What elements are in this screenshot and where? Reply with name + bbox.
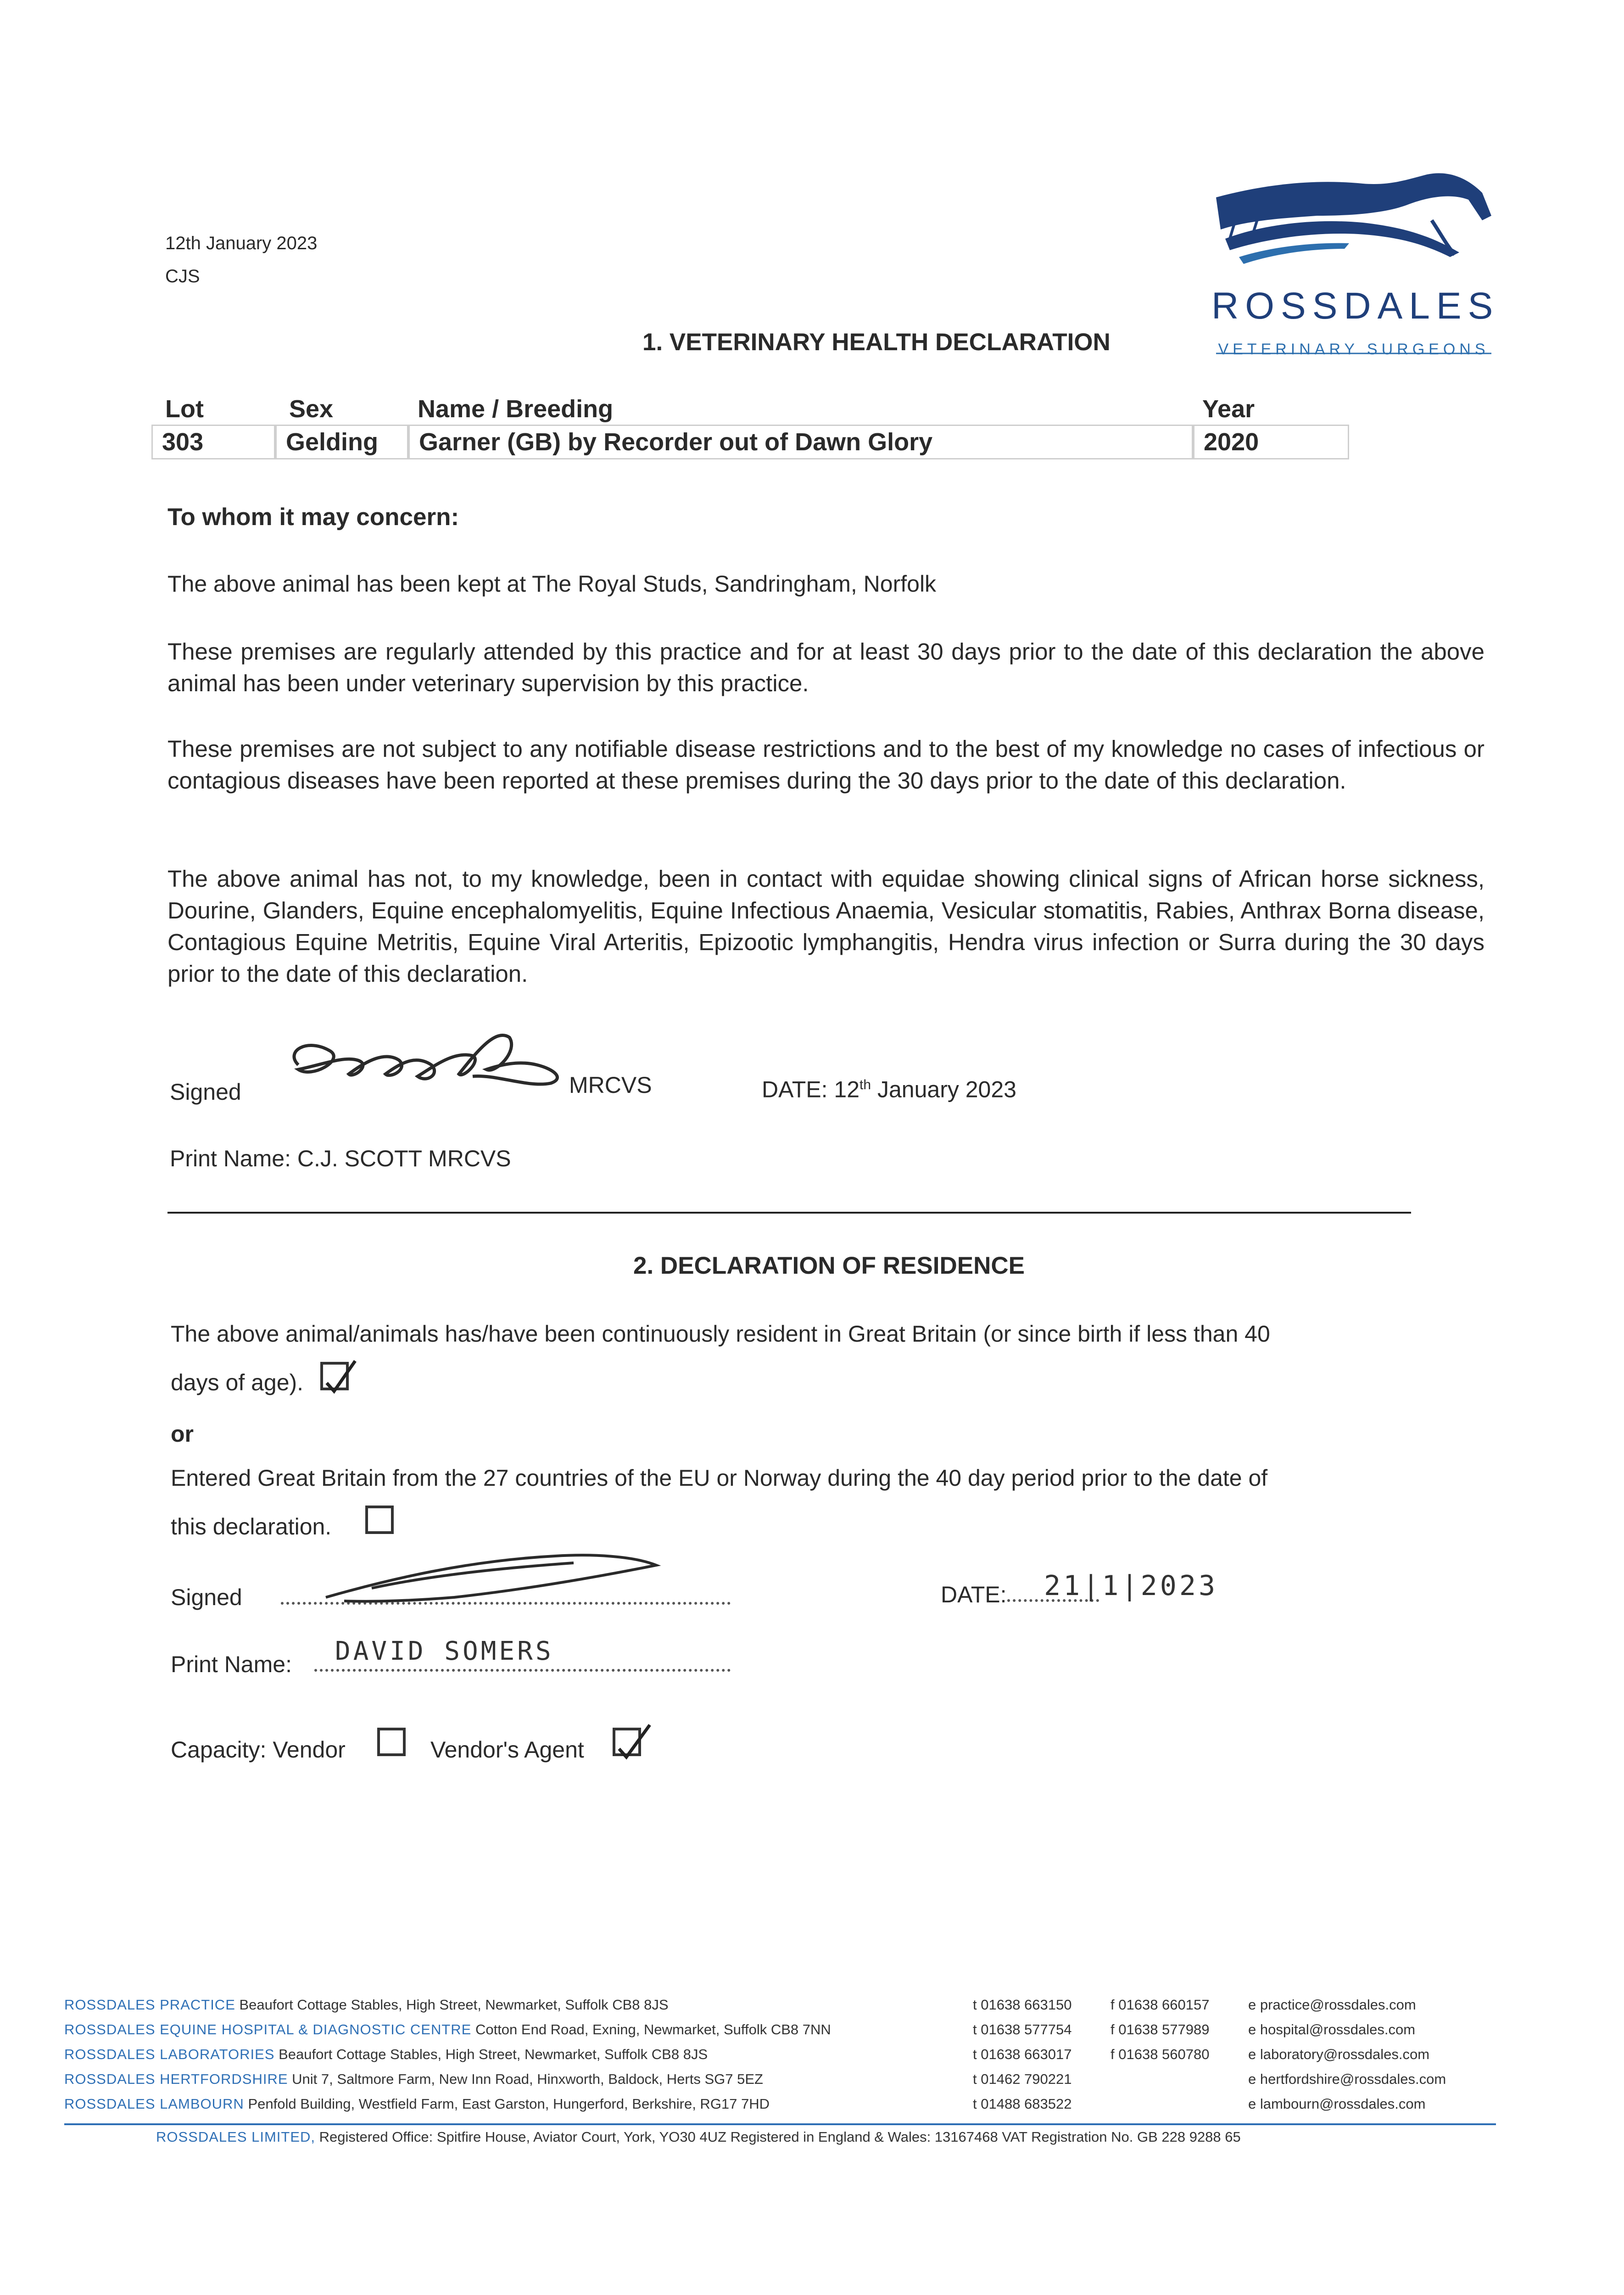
table-header-sex: Sex bbox=[289, 395, 334, 423]
table-header-lot: Lot bbox=[165, 395, 204, 423]
footer-tel-hospital: t 01638 577754 bbox=[973, 2021, 1072, 2038]
footer-fax-practice: f 01638 660157 bbox=[1111, 1997, 1210, 2013]
footer-tel-practice: t 01638 663150 bbox=[973, 1997, 1072, 2013]
vet-print-name: Print Name: C.J. SCOTT MRCVS bbox=[170, 1146, 511, 1171]
paragraph-no-restrictions: These premises are not subject to any notifiable disease restrictions and to the best of my knowledge no cases of infectious or contagious diseases have been reported at these premises during the 30 days prior to the date of this declaration. bbox=[167, 736, 1484, 794]
footer-fax-hospital: f 01638 577989 bbox=[1111, 2021, 1210, 2038]
footer-row-practice: ROSSDALES PRACTICE Beaufort Cottage Stables, High Street, Newmarket, Suffolk CB8 8JS bbox=[64, 1997, 669, 2013]
vendor-signature bbox=[317, 1547, 665, 1606]
section-divider bbox=[167, 1212, 1411, 1214]
residence-option2-text-cont: this declaration. bbox=[171, 1514, 332, 1539]
footer-email-laboratories[interactable]: e laboratory@rossdales.com bbox=[1248, 2046, 1430, 2062]
table-cell-lot: 303 bbox=[151, 425, 275, 459]
logo-name: ROSSDALES bbox=[1211, 285, 1500, 327]
checkmark-icon bbox=[323, 1365, 374, 1401]
paragraph-supervision: These premises are regularly attended by this practice and for at least 30 days prior to the date of this declaration the above animal has been under veterinary supervision by this practice. bbox=[167, 638, 1484, 696]
capacity-vendor-label: Capacity: Vendor bbox=[171, 1737, 346, 1763]
footer-row-laboratories: ROSSDALES LABORATORIES Beaufort Cottage Stables, High Street, Newmarket, Suffolk CB8 8JS bbox=[64, 2046, 708, 2062]
vendor-date-handwritten[interactable]: 21|1|2023 bbox=[1044, 1570, 1218, 1602]
signed-label: Signed bbox=[170, 1079, 241, 1105]
signature-suffix: MRCVS bbox=[569, 1072, 652, 1098]
footer-tel-laboratories: t 01638 663017 bbox=[973, 2046, 1072, 2062]
section1-title: 1. VETERINARY HEALTH DECLARATION bbox=[642, 329, 1111, 356]
footer-registered-office: ROSSDALES LIMITED, Registered Office: Spitfire House, Aviator Court, York, YO30 4UZ Registered in England & Wales: 13167468 VAT Registration No. GB 228 9288 65 bbox=[156, 2129, 1241, 2145]
footer-email-hospital[interactable]: e hospital@rossdales.com bbox=[1248, 2021, 1416, 2038]
footer-tel-hertfordshire: t 01462 790221 bbox=[973, 2071, 1072, 2087]
vendor-print-handwritten[interactable]: DAVID SOMERS bbox=[335, 1636, 554, 1666]
document-date: 12th January 2023 bbox=[165, 233, 318, 253]
salutation: To whom it may concern: bbox=[167, 504, 459, 531]
vendor-signed-label: Signed bbox=[171, 1584, 242, 1610]
footer-divider bbox=[64, 2123, 1496, 2125]
paragraph-disease-contact: The above animal has not, to my knowledge, been in contact with equidae showing clinical signs of African horse sickness, Dourine, Glanders, Equine encephalomyelitis, Equine Infectious Anaemia, Vesicular stomatitis, Rabies, Anthrax Borna disease, Contagious Equine Metritis, Equine Viral Arteritis, Epizootic lymphangitis, Hendra virus infection or Surra during the 30 days prior to the date of this declaration. bbox=[167, 866, 1484, 987]
table-cell-year: 2020 bbox=[1193, 425, 1349, 459]
table-cell-name: Garner (GB) by Recorder out of Dawn Glory bbox=[408, 425, 1193, 459]
capacity-agent-checkbox[interactable] bbox=[613, 1728, 641, 1756]
vendor-print-label: Print Name: bbox=[171, 1651, 292, 1677]
footer-email-practice[interactable]: e practice@rossdales.com bbox=[1248, 1997, 1416, 2013]
residence-option1-text-cont: days of age). bbox=[171, 1370, 304, 1395]
author-reference: CJS bbox=[165, 266, 200, 286]
footer-fax-laboratories: f 01638 560780 bbox=[1111, 2046, 1210, 2062]
residence-option2-text: Entered Great Britain from the 27 countries of the EU or Norway during the 40 day period prior to the date of bbox=[171, 1465, 1268, 1491]
vendor-date-label: DATE: bbox=[941, 1582, 1007, 1607]
checkmark-icon bbox=[615, 1730, 666, 1767]
table-header-name: Name / Breeding bbox=[418, 395, 614, 423]
vendor-print-line bbox=[314, 1669, 731, 1672]
footer-row-hertfordshire: ROSSDALES HERTFORDSHIRE Unit 7, Saltmore Farm, New Inn Road, Hinxworth, Baldock, Herts SG7 5EZ bbox=[64, 2071, 763, 2087]
capacity-agent-label: Vendor's Agent bbox=[430, 1737, 584, 1763]
residence-option2-checkbox[interactable] bbox=[365, 1506, 394, 1534]
table-header-year: Year bbox=[1202, 395, 1255, 423]
paragraph-premises: The above animal has been kept at The Royal Studs, Sandringham, Norfolk bbox=[167, 571, 937, 597]
footer-row-lambourn: ROSSDALES LAMBOURN Penfold Building, Westfield Farm, East Garston, Hungerford, Berkshire, RG17 7HD bbox=[64, 2096, 770, 2112]
or-label: or bbox=[171, 1421, 194, 1447]
logo-subtitle: VETERINARY SURGEONS bbox=[1218, 341, 1490, 358]
vet-signature bbox=[280, 1024, 574, 1102]
section2-title: 2. DECLARATION OF RESIDENCE bbox=[633, 1252, 1025, 1279]
residence-option1-text: The above animal/animals has/have been continuously resident in Great Britain (or since birth if less than 40 bbox=[171, 1321, 1270, 1347]
footer-email-lambourn[interactable]: e lambourn@rossdales.com bbox=[1248, 2096, 1426, 2112]
table-cell-sex: Gelding bbox=[275, 425, 408, 459]
residence-option1-checkbox[interactable] bbox=[320, 1362, 349, 1390]
capacity-vendor-checkbox[interactable] bbox=[377, 1728, 406, 1756]
footer-tel-lambourn: t 01488 683522 bbox=[973, 2096, 1072, 2112]
footer-email-hertfordshire[interactable]: e hertfordshire@rossdales.com bbox=[1248, 2071, 1446, 2087]
vet-declaration-date: DATE: 12th January 2023 bbox=[762, 1076, 1016, 1103]
footer-row-hospital: ROSSDALES EQUINE HOSPITAL & DIAGNOSTIC CENTRE Cotton End Road, Exning, Newmarket, Suffolk CB8 7NN bbox=[64, 2021, 831, 2038]
